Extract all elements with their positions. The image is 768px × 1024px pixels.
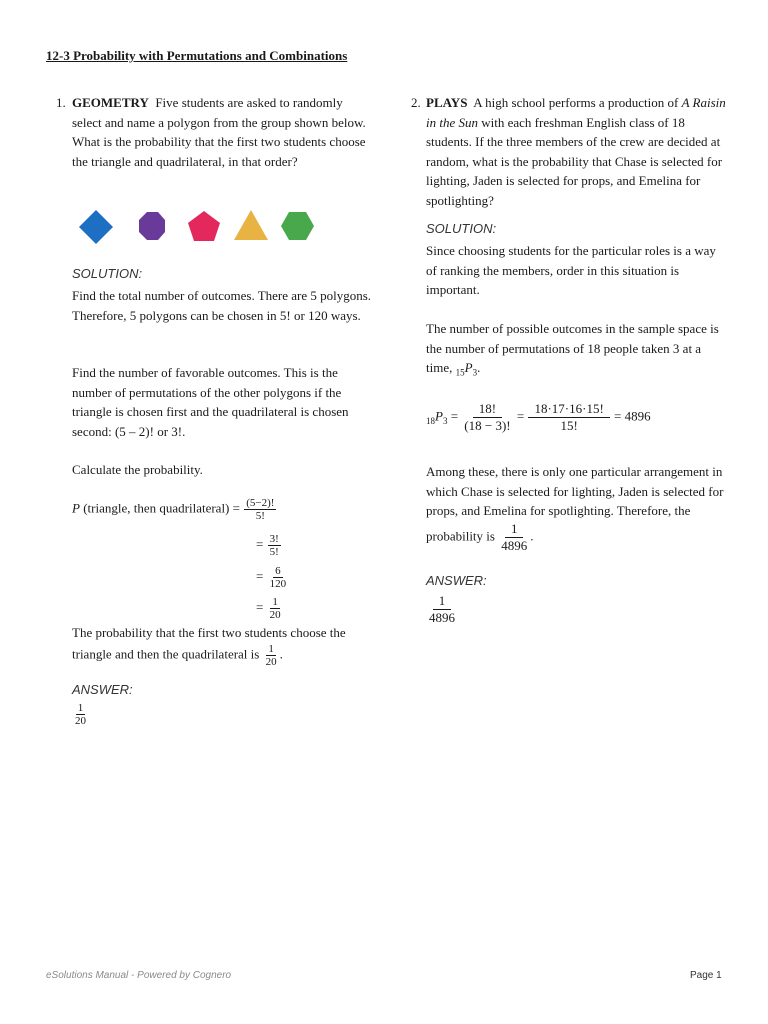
fraction-denominator: 4896 <box>501 537 528 553</box>
equals-sign: = <box>256 568 264 584</box>
fraction-denominator: (18 − 3)! <box>464 418 511 433</box>
solution-label: SOLUTION: <box>72 266 143 281</box>
fraction-numerator: 1 <box>268 642 274 655</box>
equation-fraction <box>268 565 289 590</box>
prompt-text: Five students are asked to randomly select and name a polygon from the group shown below. What is the probability that the first two students choose the triangle and quadrilateral, in that order? <box>72 95 366 169</box>
play-title: A Raisin in the Sun <box>426 95 726 130</box>
prompt-text-b: with each freshman English class of 18 students. If the three members of the crew are decided at random, what is the probability that Chase is selected for lighting, Jaden is selected for props, and Emelina for spotlighting? <box>426 114 723 208</box>
prompt-text-a: A high school performs a production of <box>473 95 679 110</box>
solution-paragraph-1: Find the total number of outcomes. There are 5 polygons. Therefore, 5 polygons can be chosen in 5! or 120 ways. <box>72 288 372 323</box>
probability-equation-line-1 <box>72 497 277 522</box>
equation-lhs: (triangle, then quadrilateral) = <box>79 500 240 516</box>
paragraph-text: The number of possible outcomes in the sample space is the number of permutations of 18 people taken 3 at a time, <box>426 321 719 375</box>
question-heading: GEOMETRY <box>72 95 149 110</box>
subscript-r: 3 <box>442 416 448 427</box>
answer-value <box>72 702 89 727</box>
question-number: 2. <box>411 95 421 110</box>
equation-fraction-2 <box>528 401 609 434</box>
permutation-symbol: P <box>435 408 443 424</box>
fraction-denominator: 20 <box>269 609 281 621</box>
fraction-numerator: 1 <box>433 593 452 610</box>
conclusion-fraction <box>264 643 279 668</box>
equation-fraction <box>268 596 283 621</box>
question-prompt <box>426 93 726 210</box>
equation-result: = 4896 <box>614 408 651 424</box>
fraction-numerator: 18! <box>473 401 502 418</box>
probability-symbol: P <box>72 500 80 516</box>
fraction-numerator: 1 <box>505 521 524 538</box>
answer-value <box>426 593 458 626</box>
fraction-numerator: 3! <box>269 533 279 545</box>
diamond-shape <box>79 210 113 244</box>
fraction-numerator: 18·17·16·15! <box>528 401 609 418</box>
probability-equation-line-4 <box>256 596 284 621</box>
fraction-numerator: 6 <box>275 565 281 577</box>
answer-label: ANSWER: <box>426 573 487 588</box>
equals-sign: = <box>256 536 264 552</box>
subscript-n: 15 <box>455 367 465 378</box>
conclusion-text: The probability that the first two students choose the triangle and then the quadrilateral is $\frac{1}{20}$ . <box>72 625 346 668</box>
solution-paragraph-1: Since choosing students for the particular roles is a way of ranking the members, order in this situation is important. <box>426 243 716 297</box>
octagon-shape <box>139 212 165 240</box>
fraction-numerator: 1 <box>272 596 278 608</box>
solution-paragraph-2: Find the number of favorable outcomes. This is the number of permutations of the other polygons if the triangle is chosen first and the quadrilateral is chosen second: (5 – 2)! or 3!. <box>72 365 349 439</box>
answer-label: ANSWER: <box>72 682 133 697</box>
fraction-denominator: 20 <box>265 655 277 668</box>
subscript-r: 3 <box>472 367 478 378</box>
polygon-group <box>78 206 318 254</box>
solution-paragraph-3: Among these, there is only one particular arrangement in which Chase is selected for lighting, Jaden is selected for props, and Emelina for spotlighting. Therefore, the probability is $\frac{1}{4896}$ . <box>426 464 724 553</box>
question-number: 1. <box>56 95 66 110</box>
fraction-denominator: 120 <box>269 578 287 590</box>
footer-page-number: Page 1 <box>690 970 722 981</box>
fraction-numerator: 1 <box>77 702 84 714</box>
fraction-denominator: 15! <box>560 418 578 433</box>
question-heading: PLAYS <box>426 95 468 110</box>
page-title: 12-3 Probability with Permutations and Combinations <box>46 48 348 63</box>
permutation-symbol: P <box>464 360 473 375</box>
footer-publisher: eSolutions Manual - Powered by Cognero <box>46 970 232 981</box>
fraction-numerator: (5−2)! <box>246 497 275 509</box>
hexagon-shape <box>281 212 314 240</box>
answer-fraction <box>73 702 88 727</box>
pentagon-shape <box>188 211 220 241</box>
probability-equation-line-2 <box>256 533 282 558</box>
equation-fraction <box>268 533 281 558</box>
equation-fraction-1 <box>462 401 512 434</box>
question-1 <box>56 93 372 727</box>
paragraph-text: Among these, there is only one particular arrangement in which Chase is selected for lighting, Jaden is selected for props, and Emelina for spotlighting. Therefore, the probability is <box>426 464 724 543</box>
solution-label: SOLUTION: <box>426 221 497 236</box>
conclusion-sentence: The probability that the first two students choose the triangle and then the quadrilateral is <box>72 625 346 661</box>
equation-fraction <box>244 497 276 522</box>
solution-paragraph-2: The number of possible outcomes in the sample space is the number of permutations of 18 people taken 3 at a time, $_{15}P_3$. <box>426 321 719 378</box>
permutation-equation: $_{18}P_3$ = $\frac{18!}{(18 - 3)!}$ = $\frac{18\cdot 17\cdot 16\cdot 15!}{15!}$ = 4896 <box>426 401 651 433</box>
probability-equation-line-3 <box>256 565 289 590</box>
fraction-denominator: 4896 <box>429 610 455 625</box>
equals-sign: = <box>256 599 264 615</box>
solution-paragraph-3: Calculate the probability. <box>72 462 203 477</box>
subscript-n: 18 <box>426 416 435 427</box>
probability-fraction <box>499 521 529 554</box>
question-prompt <box>72 93 372 171</box>
answer-fraction <box>427 593 457 626</box>
triangle-shape <box>234 210 268 240</box>
fraction-denominator: 5! <box>269 546 279 558</box>
fraction-denominator: 20 <box>75 715 86 727</box>
fraction-denominator: 5! <box>255 510 265 522</box>
